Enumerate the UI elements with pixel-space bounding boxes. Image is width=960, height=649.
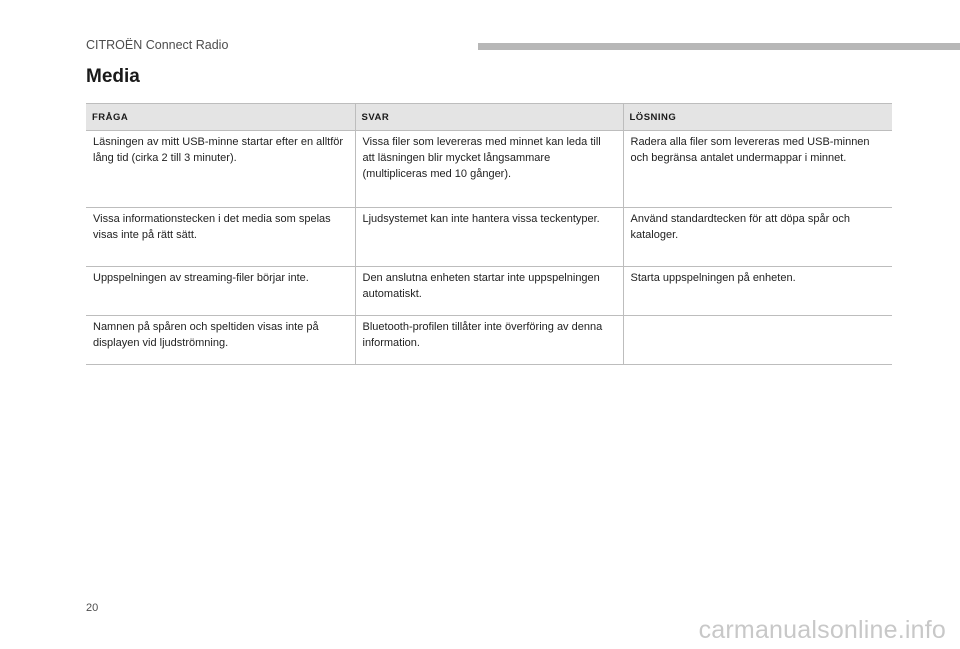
cell-answer: Vissa filer som levereras med minnet kan leda till att läsningen blir mycket långsammare (multipliceras med 10 gånger).	[355, 131, 623, 208]
table-row	[86, 208, 892, 267]
cell-answer: Bluetooth-profilen tillåter inte överföring av denna information.	[355, 316, 623, 365]
brand-label: CITROËN Connect Radio	[86, 38, 229, 52]
cell-solution	[623, 316, 892, 365]
header-losning: LÖSNING	[623, 104, 892, 131]
header-divider-bar	[478, 43, 960, 50]
table-row	[86, 131, 892, 208]
header-fraga: FRÅGA	[86, 104, 355, 131]
section-title: Media	[86, 66, 140, 87]
cell-solution: Använd standardtecken för att döpa spår och kataloger.	[623, 208, 892, 267]
header-svar: SVAR	[355, 104, 623, 131]
cell-answer: Ljudsystemet kan inte hantera vissa teckentyper.	[355, 208, 623, 267]
cell-question: Läsningen av mitt USB-minne startar efter en alltför lång tid (cirka 2 till 3 minuter).	[86, 131, 355, 208]
table-row	[86, 316, 892, 365]
cell-solution: Starta uppspelningen på enheten.	[623, 267, 892, 316]
table-row	[86, 267, 892, 316]
cell-question: Vissa informationstecken i det media som spelas visas inte på rätt sätt.	[86, 208, 355, 267]
cell-question: Uppspelningen av streaming-filer börjar inte.	[86, 267, 355, 316]
watermark-text: carmanualsonline.info	[698, 616, 946, 644]
page-number: 20	[86, 602, 99, 614]
faq-table	[86, 103, 892, 365]
cell-solution: Radera alla filer som levereras med USB-minnen och begränsa antalet undermappar i minnet.	[623, 131, 892, 208]
cell-question: Namnen på spåren och speltiden visas inte på displayen vid ljudströmning.	[86, 316, 355, 365]
cell-answer: Den anslutna enheten startar inte uppspelningen automatiskt.	[355, 267, 623, 316]
table-header-row	[86, 104, 892, 131]
